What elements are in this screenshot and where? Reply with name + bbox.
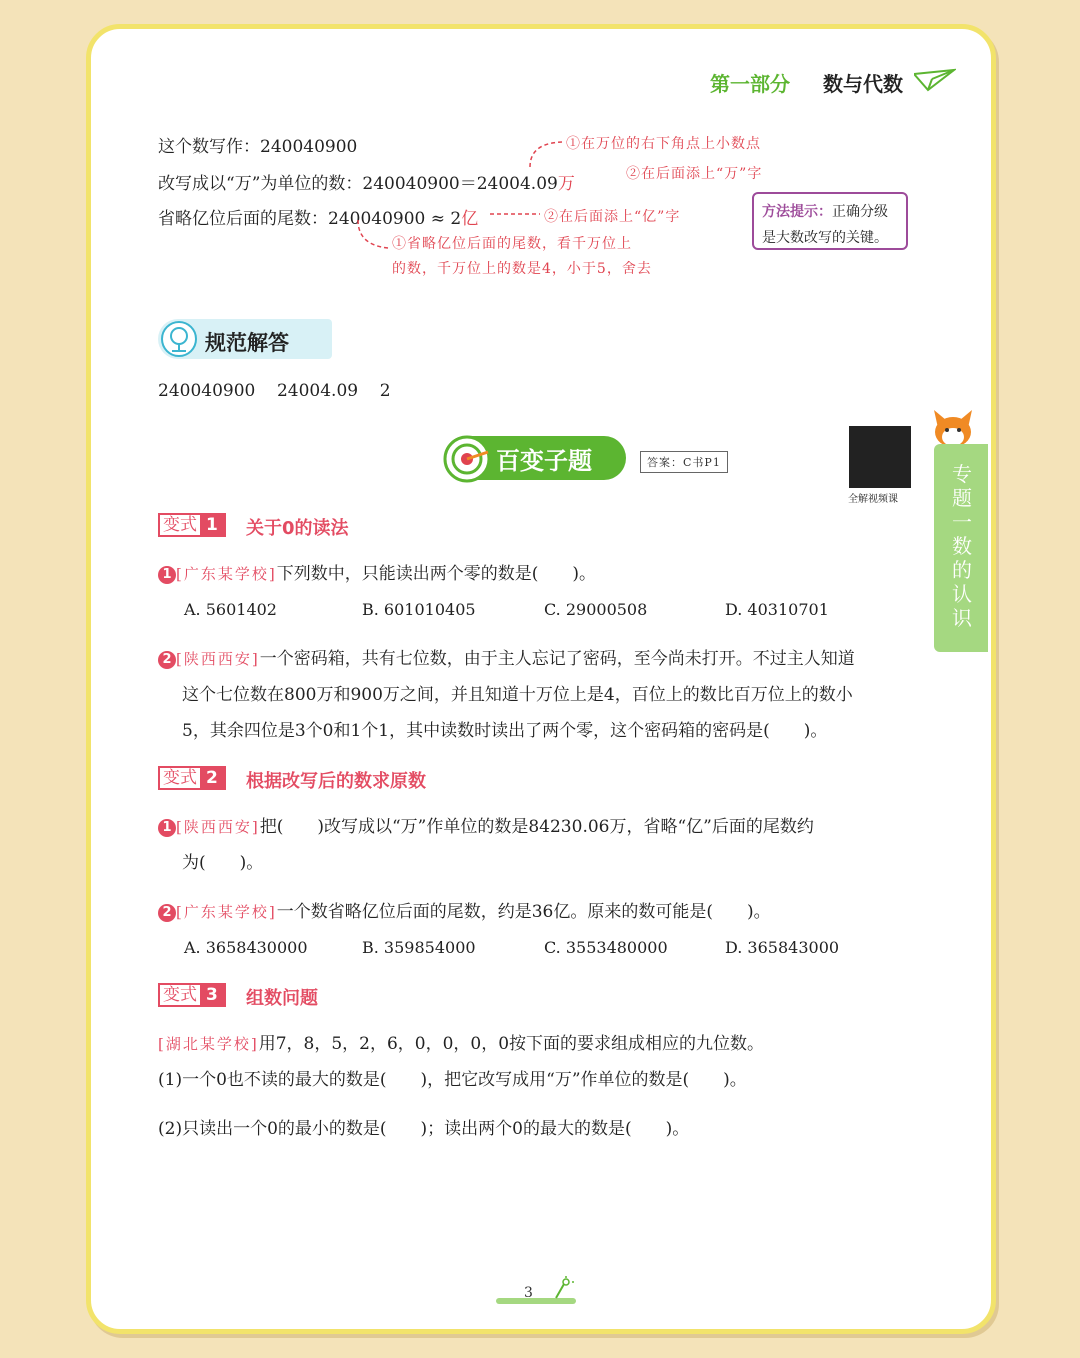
question-text: 用7，8，5，2，6，0，0，0，0按下面的要求组成相应的九位数。 xyxy=(258,1034,765,1054)
question-source-tag: [广东某学校] xyxy=(176,903,277,921)
v2-q2-option-d[interactable]: D. 365843000 xyxy=(725,938,840,957)
question-source-tag: [湖北某学校] xyxy=(158,1035,259,1053)
question-number: 1 xyxy=(158,566,176,584)
v1-q1-option-b[interactable]: B. 601010405 xyxy=(362,600,476,619)
method-tip-box xyxy=(752,192,908,250)
example-line2-text: 改写成以“万”为单位的数：240040900＝24004.09 xyxy=(158,174,558,194)
v3-part1: (1)一个0也不读的最大的数是( )，把它改写成用“万”作单位的数是( )。 xyxy=(158,1070,747,1090)
variant-badge-number: 2 xyxy=(200,768,224,788)
variant-2-title: 根据改写后的数求原数 xyxy=(246,771,426,792)
v2-q2-option-c[interactable]: C. 3553480000 xyxy=(544,938,668,957)
question-number: 1 xyxy=(158,819,176,837)
page-number: 3 xyxy=(524,1285,533,1301)
variant-badge-label: 变式 xyxy=(160,768,200,788)
example-line1: 这个数写作：240040900 xyxy=(158,137,358,157)
annotation-3: ②在后面添上“亿”字 xyxy=(544,209,681,225)
tip-text-1: 正确分级 xyxy=(832,204,888,220)
v2-q2 xyxy=(158,894,771,930)
v1-q1-option-c[interactable]: C. 29000508 xyxy=(544,600,648,619)
question-text-line1: 把( )改写成以“万”作单位的数是84230.06万，省略“亿”后面的尾数约 xyxy=(259,817,814,837)
annotation-2: ②在后面添上“万”字 xyxy=(626,166,763,182)
v1-q1-option-a[interactable]: A. 5601402 xyxy=(184,600,277,619)
annotation-4-line2: 的数，千万位上的数是4，小于5，舍去 xyxy=(392,261,652,277)
question-number: 2 xyxy=(158,651,176,669)
target-icon xyxy=(442,434,492,484)
sprout-icon xyxy=(552,1276,576,1300)
question-source-tag: [陕西西安] xyxy=(176,650,260,668)
variant-badge-label: 变式 xyxy=(160,515,200,535)
question-source-tag: [陕西西安] xyxy=(176,818,260,836)
qr-label: 全解视频课 xyxy=(848,494,898,505)
variant-badge-number: 3 xyxy=(200,985,224,1005)
paper-plane-icon xyxy=(914,68,956,92)
example-line3-unit: 亿 xyxy=(461,209,479,229)
variant-1-title: 关于0的读法 xyxy=(246,518,349,539)
v1-q1-option-d[interactable]: D. 40310701 xyxy=(725,600,829,619)
variant-badge-2 xyxy=(158,766,226,790)
annotation-1: ①在万位的右下角点上小数点 xyxy=(566,136,761,152)
baibian-title: 百变子题 xyxy=(496,447,592,475)
variant-badge-number: 1 xyxy=(200,515,224,535)
v2-q1-line2: 为( )。 xyxy=(182,853,264,873)
variant-badge-label: 变式 xyxy=(160,985,200,1005)
section-title: 规范解答 xyxy=(205,331,289,355)
question-text: 下列数中，只能读出两个零的数是( )。 xyxy=(276,564,596,584)
question-number: 2 xyxy=(158,904,176,922)
variant-badge-1 xyxy=(158,513,226,537)
v1-q2-line3: 5，其余四位是3个0和1个1，其中读数时读出了两个零，这个密码箱的密码是( )。 xyxy=(182,721,828,741)
variant-3-title: 组数问题 xyxy=(246,988,318,1009)
topic-tab-text: 专题一 数的认识 xyxy=(952,462,972,630)
question-source-tag: [广东某学校] xyxy=(176,565,277,583)
v1-q2 xyxy=(158,641,918,677)
v2-q2-option-b[interactable]: B. 359854000 xyxy=(362,938,476,957)
v3-intro xyxy=(158,1026,764,1062)
tip-label: 方法提示： xyxy=(762,204,832,220)
header-part: 第一部分 xyxy=(710,72,790,96)
example-line3-text: 省略亿位后面的尾数：240040900 ≈ 2 xyxy=(158,209,462,229)
answer-reference: 答案：C书P1 xyxy=(640,451,728,473)
v2-q2-option-a[interactable]: A. 3658430000 xyxy=(184,938,308,957)
question-text: 一个数省略亿位后面的尾数，约是36亿。原来的数可能是( )。 xyxy=(276,902,771,922)
header-title: 数与代数 xyxy=(823,72,903,96)
example-line2-unit: 万 xyxy=(557,174,575,194)
v2-q1 xyxy=(158,809,814,845)
question-text-line1: 一个密码箱，共有七位数，由于主人忘记了密码，至今尚未打开。不过主人知道 xyxy=(259,649,855,669)
section-answer: 240040900 24004.09 2 xyxy=(158,381,391,401)
globe-icon xyxy=(160,320,198,358)
variant-badge-3 xyxy=(158,983,226,1007)
v3-part2: (2)只读出一个0的最小的数是( )；读出两个0的最大的数是( )。 xyxy=(158,1119,690,1139)
v1-q1 xyxy=(158,556,596,592)
v1-q2-line2: 这个七位数在800万和900万之间，并且知道十万位上是4，百位上的数比百万位上的数小 xyxy=(182,685,853,705)
annotation-4-line1: ①省略亿位后面的尾数，看千万位上 xyxy=(392,236,632,252)
qr-code-image[interactable] xyxy=(849,426,911,488)
tip-text-2: 是大数改写的关键。 xyxy=(762,230,888,246)
